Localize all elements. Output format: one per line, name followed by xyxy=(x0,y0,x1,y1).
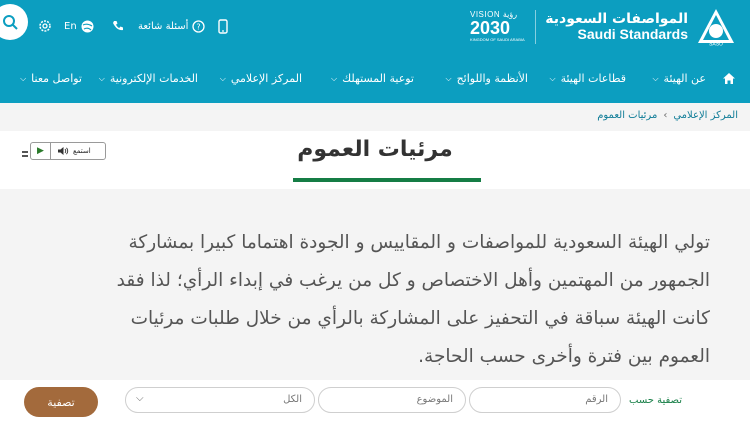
vision-ar: رؤية xyxy=(502,10,518,19)
phone-button[interactable] xyxy=(112,14,124,38)
filter-label: تصفية حسب xyxy=(629,395,682,406)
chevron-down-icon: ⌵ xyxy=(136,393,144,404)
faq-label: أسئلة شائعة xyxy=(138,20,189,32)
nav-label: توعية المستهلك xyxy=(342,72,414,85)
listen-label: استمع xyxy=(73,147,91,155)
language-label: En xyxy=(64,20,77,32)
globe-icon xyxy=(81,20,94,33)
speaker-icon xyxy=(57,146,69,156)
listen-button[interactable] xyxy=(30,142,106,160)
nav-label: الخدمات الإلكترونية xyxy=(109,72,198,85)
nav-label: المركز الإعلامي xyxy=(230,72,302,85)
svg-text:?: ? xyxy=(196,22,202,31)
chevron-down-icon: ⌵ xyxy=(652,73,659,83)
main-nav xyxy=(0,62,750,98)
nav-item-sectors[interactable] xyxy=(550,72,627,85)
phone-icon xyxy=(112,20,124,32)
number-input[interactable] xyxy=(469,387,621,413)
nav-label: عن الهيئة xyxy=(663,72,706,85)
breadcrumb-current: مرئيات العموم xyxy=(597,110,658,121)
vision-2030-logo xyxy=(470,10,528,46)
search-icon xyxy=(2,14,18,30)
nav-label: قطاعات الهيئة xyxy=(560,72,626,85)
breadcrumb-separator: › xyxy=(663,110,668,121)
menu-icon[interactable] xyxy=(22,151,28,157)
mobile-app-button[interactable] xyxy=(218,14,228,38)
filter-bar xyxy=(0,380,750,430)
nav-item-media-center[interactable] xyxy=(220,72,302,85)
search-button[interactable] xyxy=(0,4,28,40)
saso-logo[interactable] xyxy=(545,6,736,48)
number-placeholder: الرقم xyxy=(585,394,608,405)
page-title: مرئيات العموم xyxy=(297,137,453,162)
topic-input[interactable] xyxy=(318,387,466,413)
vision-word: VISION xyxy=(470,10,501,19)
logo-name-en: Saudi Standards xyxy=(577,26,688,42)
status-select[interactable] xyxy=(125,387,315,413)
select-value: الكل xyxy=(283,394,302,405)
nav-item-about[interactable] xyxy=(652,72,706,85)
nav-item-contact[interactable] xyxy=(20,72,82,85)
chevron-down-icon: ⌵ xyxy=(445,73,452,83)
play-icon: ▶ xyxy=(31,143,51,159)
content-area xyxy=(0,189,750,380)
home-icon xyxy=(722,72,736,85)
logo-name-ar: المواصفات السعودية xyxy=(545,11,688,28)
topic-placeholder: الموضوع xyxy=(416,394,453,405)
chevron-down-icon: ⌵ xyxy=(20,73,27,83)
site-header xyxy=(0,0,750,103)
faq-link[interactable] xyxy=(138,14,205,38)
vision-year: 2030 xyxy=(470,18,511,38)
logo-mark-text: SASO xyxy=(709,41,723,47)
filter-button[interactable]: تصفية xyxy=(24,387,98,417)
saso-triangle-icon xyxy=(696,7,736,47)
nav-item-regulations[interactable] xyxy=(445,72,528,85)
title-underline xyxy=(293,178,481,182)
intro-paragraph: تولي الهيئة السعودية للمواصفات و المقاييس و الجودة اهتماما كبيرا بمشاركة الجمهور من المهتمين وأهل الاختصاص و كل من يرغب في إبداء الرأي؛ لذا فقد كانت الهيئة سباقة في التحفيز على المشاركة بالرأي من خلال طلبات مرئيات العموم بين فترة وأخرى حسب الحاجة. xyxy=(116,232,710,367)
top-tools xyxy=(0,14,250,38)
vision-sub: KINGDOM OF SAUDI ARABIA xyxy=(470,37,525,42)
nav-label: تواصل معنا xyxy=(31,72,82,85)
nav-item-e-services[interactable] xyxy=(99,72,198,85)
chevron-down-icon: ⌵ xyxy=(98,73,105,83)
mobile-icon xyxy=(218,19,228,34)
help-circle-icon xyxy=(192,20,205,33)
title-section xyxy=(0,131,750,189)
chevron-down-icon: ⌵ xyxy=(219,73,226,83)
settings-icon xyxy=(38,19,52,33)
breadcrumb-parent-link[interactable]: المركز الإعلامي xyxy=(673,110,738,121)
breadcrumb xyxy=(0,103,750,131)
logo-text xyxy=(545,12,688,41)
nav-item-consumer-awareness[interactable] xyxy=(331,72,414,85)
settings-button[interactable] xyxy=(38,14,52,38)
nav-home[interactable] xyxy=(722,72,736,85)
language-switch[interactable] xyxy=(64,14,94,38)
chevron-down-icon: ⌵ xyxy=(331,73,338,83)
nav-label: الأنظمة واللوائح xyxy=(456,72,528,85)
chevron-down-icon: ⌵ xyxy=(549,73,556,83)
top-bar xyxy=(0,0,750,55)
logo-divider xyxy=(535,10,536,44)
